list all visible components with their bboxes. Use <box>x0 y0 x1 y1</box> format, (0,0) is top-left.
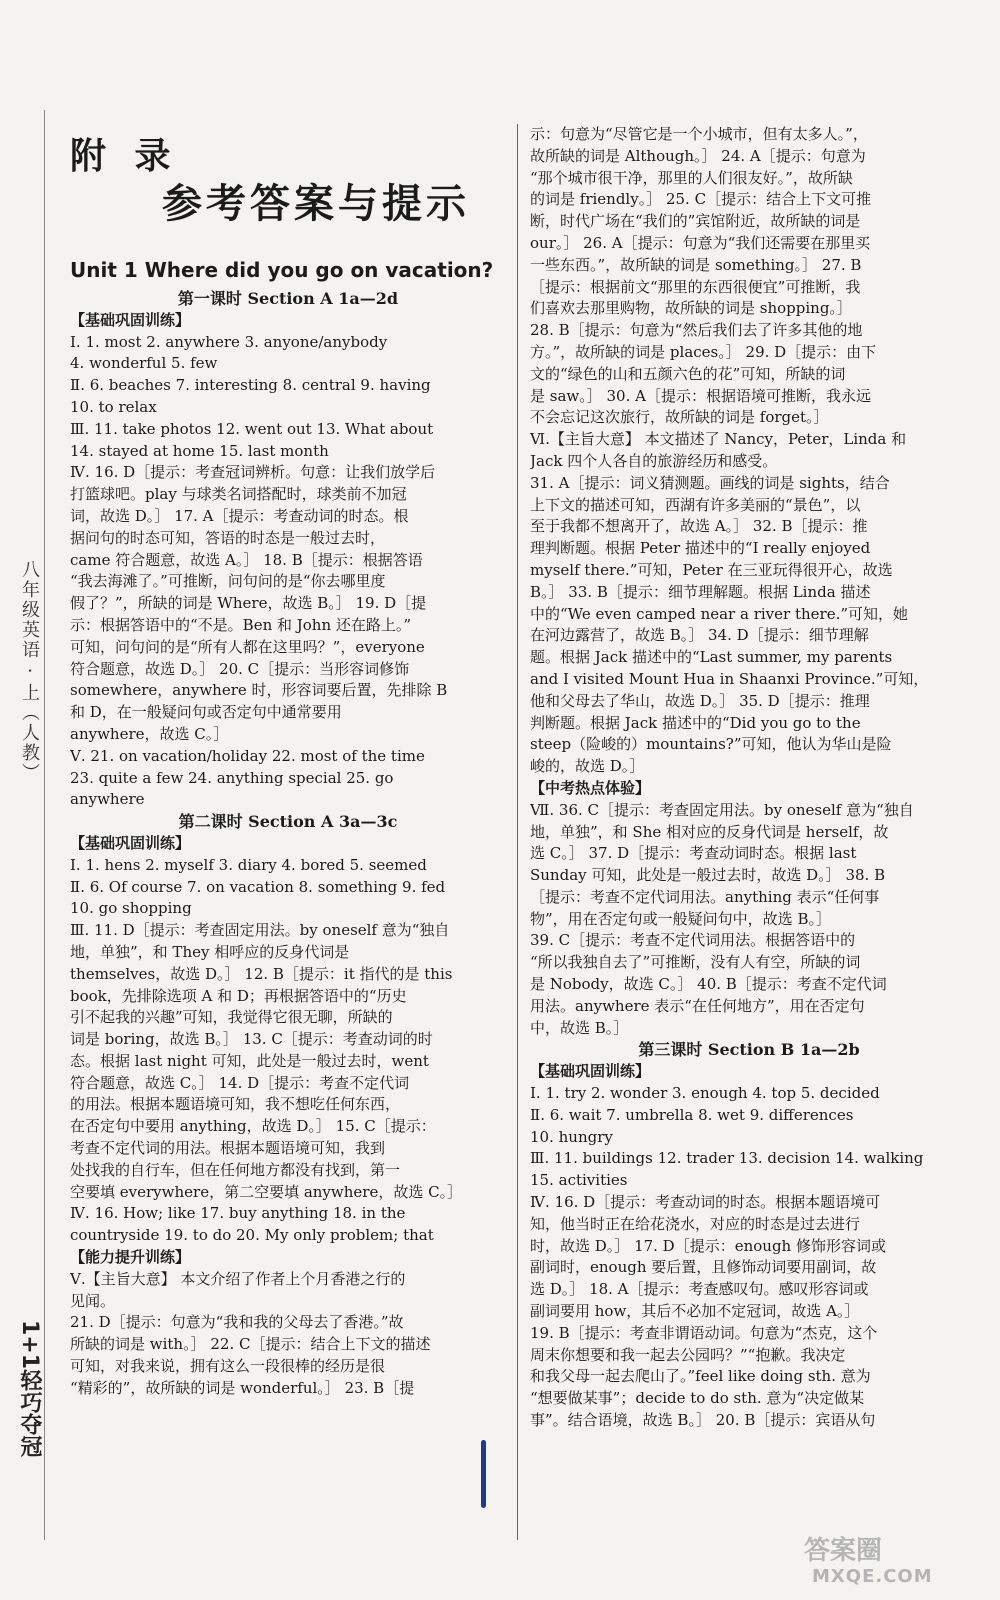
column-divider <box>517 124 518 1540</box>
answer-line: 可知，对我来说，拥有这么一段很棒的经历是很 <box>70 1357 386 1376</box>
answer-line: 判断题。根据 Jack 描述中的“Did you go to the <box>530 713 861 732</box>
answer-line: 副词要用 how，其后不必加不定冠词，故选 A。］ <box>530 1302 860 1321</box>
answer-line: 态。根据 last night 可知，此处是一般过去时，went <box>70 1051 429 1070</box>
answer-line: Sunday 可知，此处是一般过去时，故选 D。］ 38. B <box>530 866 886 885</box>
answer-line: 词，故选 D。］ 17. A［提示：考查动词的时态。根 <box>70 506 409 525</box>
answer-line: 据问句的时态可知，答语的时态是一般过去时， <box>70 528 386 547</box>
answer-line: 第二课时 Section A 3a—3c <box>178 812 398 832</box>
answer-line: 在河边露营了，故选 B。］ 34. D［提示：细节理解 <box>530 626 869 645</box>
answer-line: our。］ 26. A［提示：句意为“我们还需要在那里买 <box>530 233 871 252</box>
answer-line: 【能力提升训练】 <box>70 1248 191 1267</box>
right-column <box>530 124 968 1432</box>
answer-line: 的词是 friendly。］ 25. C［提示：结合上下文可推 <box>530 190 872 209</box>
answer-line: Ⅳ. 16. D［提示：考查冠词辨析。句意：让我们放学后 <box>70 463 436 482</box>
answer-line: 15. activities <box>530 1171 628 1190</box>
answer-line: 假了？”，所缺的词是 Where，故选 B。］ 19. D［提 <box>70 594 427 613</box>
answer-line: 31. A［提示：词义猜测题。画线的词是 sights，结合 <box>530 473 890 492</box>
appendix-heading: 附 录 <box>70 136 179 177</box>
answer-line: book，先排除选项 A 和 D；再根据答语中的“历史 <box>70 986 407 1005</box>
answer-line: Ⅴ. 21. on vacation/holiday 22. most of the time <box>70 746 425 765</box>
answer-line: Ⅰ. 1. try 2. wonder 3. enough 4. top 5. decided <box>530 1084 880 1103</box>
answer-line: 词是 boring，故选 B。］ 13. C［提示：考查动词的时 <box>70 1030 433 1049</box>
answer-line: 是 saw。］ 30. A［提示：根据语境可推断，我永远 <box>530 386 871 405</box>
answer-line: anywhere <box>70 790 145 809</box>
answer-line: ［提示：考查不定代词用法。anything 表示“任何事 <box>530 887 880 906</box>
answer-line: 峻的，故选 D。］ <box>530 757 645 776</box>
answer-line: “我去海滩了。”可推断，问句问的是“你去哪里度 <box>70 572 386 591</box>
answer-line: 所缺的词是 with。］ 22. C［提示：结合上下文的描述 <box>70 1335 431 1354</box>
answer-line: “想要做某事”；decide to do sth. 意为“决定做某 <box>530 1389 865 1408</box>
answer-line: 们喜欢去那里购物，故所缺的词是 shopping。］ <box>530 299 852 318</box>
answer-line: 10. go shopping <box>70 899 192 918</box>
answer-line: 4. wonderful 5. few <box>70 354 218 373</box>
answer-line: 第三课时 Section B 1a—2b <box>638 1040 860 1060</box>
answer-line: 和我父母一起去爬山了。”feel like doing sth. 意为 <box>530 1367 871 1386</box>
answer-line: 是 Nobody，故选 C。］ 40. B［提示：考查不定代词 <box>530 975 887 994</box>
spine-brand: 1+1轻巧夺冠 <box>17 1320 42 1458</box>
page-title: 参考答案与提示 <box>162 181 470 227</box>
answer-line: 和 D，在一般疑问句或否定句中通常要用 <box>70 703 342 722</box>
answer-line: 周末你想要和我一起去公园吗？”“抱歉。我决定 <box>530 1345 846 1364</box>
answer-line: 地，单独”，和 They 相呼应的反身代词是 <box>70 942 350 961</box>
answer-line: ［提示：根据前文“那里的东西很便宜”可推断，我 <box>530 277 861 296</box>
left-column <box>70 288 506 1400</box>
answer-line: Jack 四个人各自的旅游经历和感受。 <box>530 451 778 470</box>
answer-line: 时，故选 D。］ 17. D［提示：enough 修饰形容词或 <box>530 1236 886 1255</box>
answer-line: 文的“绿色的山和五颜六色的花”可知，所缺的词 <box>530 364 846 383</box>
answer-line: 中的“We even camped near a river there.”可知，她 <box>530 604 909 623</box>
watermark-url: MXQE.COM <box>812 1566 933 1587</box>
answer-line: 理判断题。根据 Peter 描述中的“I really enjoyed <box>530 539 871 558</box>
answer-line: B。］ 33. B［提示：细节理解题。根据 Linda 描述 <box>530 582 871 601</box>
answer-line: 28. B［提示：句意为“然后我们去了许多其他的地 <box>530 321 863 340</box>
answer-line: 14. stayed at home 15. last month <box>70 441 329 460</box>
answer-line: 的用法。根据本题语境可知，我不想吃任何东西， <box>70 1095 401 1114</box>
answer-line: myself there.”可知，Peter 在三亚玩得很开心，故选 <box>530 560 893 579</box>
answer-line: 选 D。］ 18. A［提示：考查感叹句。感叹形容词或 <box>530 1280 869 1299</box>
answer-line: 处找我的自行车，但在任何地方都没有找到，第一 <box>70 1160 401 1179</box>
answer-line: anywhere，故选 C。］ <box>70 724 229 743</box>
answer-line: 23. quite a few 24. anything special 25. go <box>70 768 394 787</box>
answer-line: and I visited Mount Hua in Shaanxi Province.”可知， <box>530 669 929 688</box>
answer-line: 39. C［提示：考查不定代词用法。根据答语中的 <box>530 931 856 950</box>
answer-line: 故所缺的词是 Although。］ 24. A［提示：句意为 <box>530 146 866 165</box>
answer-line: 用法。anywhere 表示“在任何地方”，用在否定句 <box>530 996 865 1015</box>
answer-line: 符合题意，故选 C。］ 14. D［提示：考查不定代词 <box>70 1073 410 1092</box>
answer-line: 【中考热点体验】 <box>530 778 651 797</box>
answer-line: Ⅵ.【主旨大意】 本文描述了 Nancy，Peter，Linda 和 <box>530 430 907 449</box>
answer-line: Ⅲ. 11. D［提示：考查固定用法。by oneself 意为“独自 <box>70 921 450 940</box>
answer-line: 考查不定代词的用法。根据本题语境可知，我到 <box>70 1139 386 1158</box>
answer-line: 选 C。］ 37. D［提示：考查动词时态。根据 last <box>530 844 857 863</box>
answer-line: 打篮球吧。play 与球类名词搭配时，球类前不加冠 <box>70 485 407 504</box>
answer-line: Ⅱ. 6. beaches 7. interesting 8. central 9. having <box>70 376 431 395</box>
answer-line: Ⅲ. 11. buildings 12. trader 13. decision 14. walking <box>530 1149 924 1168</box>
answer-line: Ⅰ. 1. hens 2. myself 3. diary 4. bored 5. seemed <box>70 855 427 874</box>
answer-line: themselves，故选 D。］ 12. B［提示：it 指代的是 this <box>70 964 453 983</box>
answer-line: 【基础巩固训练】 <box>70 833 191 852</box>
answer-line: 符合题意，故选 D。］ 20. C［提示：当形容词修饰 <box>70 659 410 678</box>
answer-line: 题。根据 Jack 描述中的“Last summer, my parents <box>530 648 893 667</box>
answer-line: Ⅳ. 16. D［提示：考查动词的时态。根据本题语境可 <box>530 1193 881 1212</box>
answer-line: 引不起我的兴趣”可知，我觉得它很无聊，所缺的 <box>70 1008 393 1027</box>
answer-line: 在否定句中要用 anything，故选 D。］ 15. C［提示： <box>70 1117 436 1136</box>
answer-line: Ⅰ. 1. most 2. anywhere 3. anyone/anybody <box>70 332 388 351</box>
answer-line: “所以我独自去了”可推断，没有人有空，所缺的词 <box>530 953 861 972</box>
unit-title: Unit 1 Where did you go on vacation? <box>70 258 494 282</box>
answer-line: 【基础巩固训练】 <box>70 310 191 329</box>
answer-line: 10. hungry <box>530 1127 613 1146</box>
pen-mark <box>481 1440 486 1508</box>
answer-line: “精彩的”，故所缺的词是 wonderful。］ 23. B［提 <box>70 1378 415 1397</box>
answer-line: “那个城市很干净，那里的人们很友好。”，故所缺 <box>530 168 853 187</box>
answer-line: 可知，问句问的是“所有人都在这里吗？”，everyone <box>70 637 425 656</box>
answer-line: 地，单独”，和 She 相对应的反身代词是 herself，故 <box>530 822 889 841</box>
answer-line: 不会忘记这次旅行，故所缺的词是 forget。］ <box>530 408 829 427</box>
answer-line: 见闻。 <box>70 1291 116 1310</box>
answer-line: 示：根据答语中的“不是。Ben 和 John 还在路上。” <box>70 615 412 634</box>
answer-line: 物”，用在否定句或一般疑问句中，故选 B。］ <box>530 909 831 928</box>
spine-label: 八年级英语 · 上（人教） <box>19 560 40 784</box>
answer-line: 19. B［提示：考查非谓语动词。句意为“杰克，这个 <box>530 1323 878 1342</box>
answer-line: Ⅱ. 6. wait 7. umbrella 8. wet 9. differences <box>530 1105 854 1124</box>
answer-line: 10. to relax <box>70 397 157 416</box>
answer-line: 至于我都不想离开了，故选 A。］ 32. B［提示：推 <box>530 517 868 536</box>
answer-line: steep（险峻的）mountains?”可知，他认为华山是险 <box>530 735 892 754</box>
answer-line: 事”。结合语境，故选 B。］ 20. B［提示：宾语从句 <box>530 1411 876 1430</box>
answer-line: 一些东西。”，故所缺的词是 something。］ 27. B <box>530 255 862 274</box>
answer-line: Ⅳ. 16. How; like 17. buy anything 18. in the <box>70 1204 406 1223</box>
answer-line: 示：句意为“尽管它是一个小城市，但有太多人。”， <box>530 125 868 143</box>
answer-line: 断，时代广场在“我们的”宾馆附近，故所缺的词是 <box>530 212 861 231</box>
answer-line: 空要填 everywhere，第二空要填 anywhere，故选 C。］ <box>70 1182 463 1201</box>
answer-line: 【基础巩固训练】 <box>530 1062 651 1081</box>
answer-line: 21. D［提示：句意为“我和我的父母去了香港。”故 <box>70 1313 404 1332</box>
answer-line: 中，故选 B。］ <box>530 1018 629 1037</box>
answer-line: 他和父母去了华山，故选 D。］ 35. D［提示：推理 <box>530 691 870 710</box>
answer-line: 第一课时 Section A 1a—2d <box>177 289 399 308</box>
answer-line: Ⅱ. 6. Of course 7. on vacation 8. something 9. fed <box>70 877 446 896</box>
answer-line: 方。”，故所缺的词是 places。］ 29. D［提示：由下 <box>530 342 877 361</box>
answer-line: somewhere，anywhere 时，形容词要后置，先排除 B <box>70 681 448 700</box>
answer-line: 上下文的描述可知，西湖有许多美丽的“景色”，以 <box>530 495 861 514</box>
watermark-logo: 答案圈 <box>804 1536 883 1566</box>
answer-line: Ⅲ. 11. take photos 12. went out 13. What about <box>70 419 434 438</box>
answer-line: came 符合题意，故选 A。］ 18. B［提示：根据答语 <box>70 550 423 569</box>
answer-line: Ⅴ.【主旨大意】 本文介绍了作者上个月香港之行的 <box>70 1269 406 1288</box>
answer-line: 副词时，enough 要后置，且修饰动词要用副词，故 <box>530 1258 877 1277</box>
answer-line: countryside 19. to do 20. My only problem; that <box>70 1226 434 1245</box>
answer-line: 知，他当时正在给花浇水，对应的时态是过去进行 <box>530 1214 861 1233</box>
answer-line: Ⅶ. 36. C［提示：考查固定用法。by oneself 意为“独自 <box>530 800 914 819</box>
